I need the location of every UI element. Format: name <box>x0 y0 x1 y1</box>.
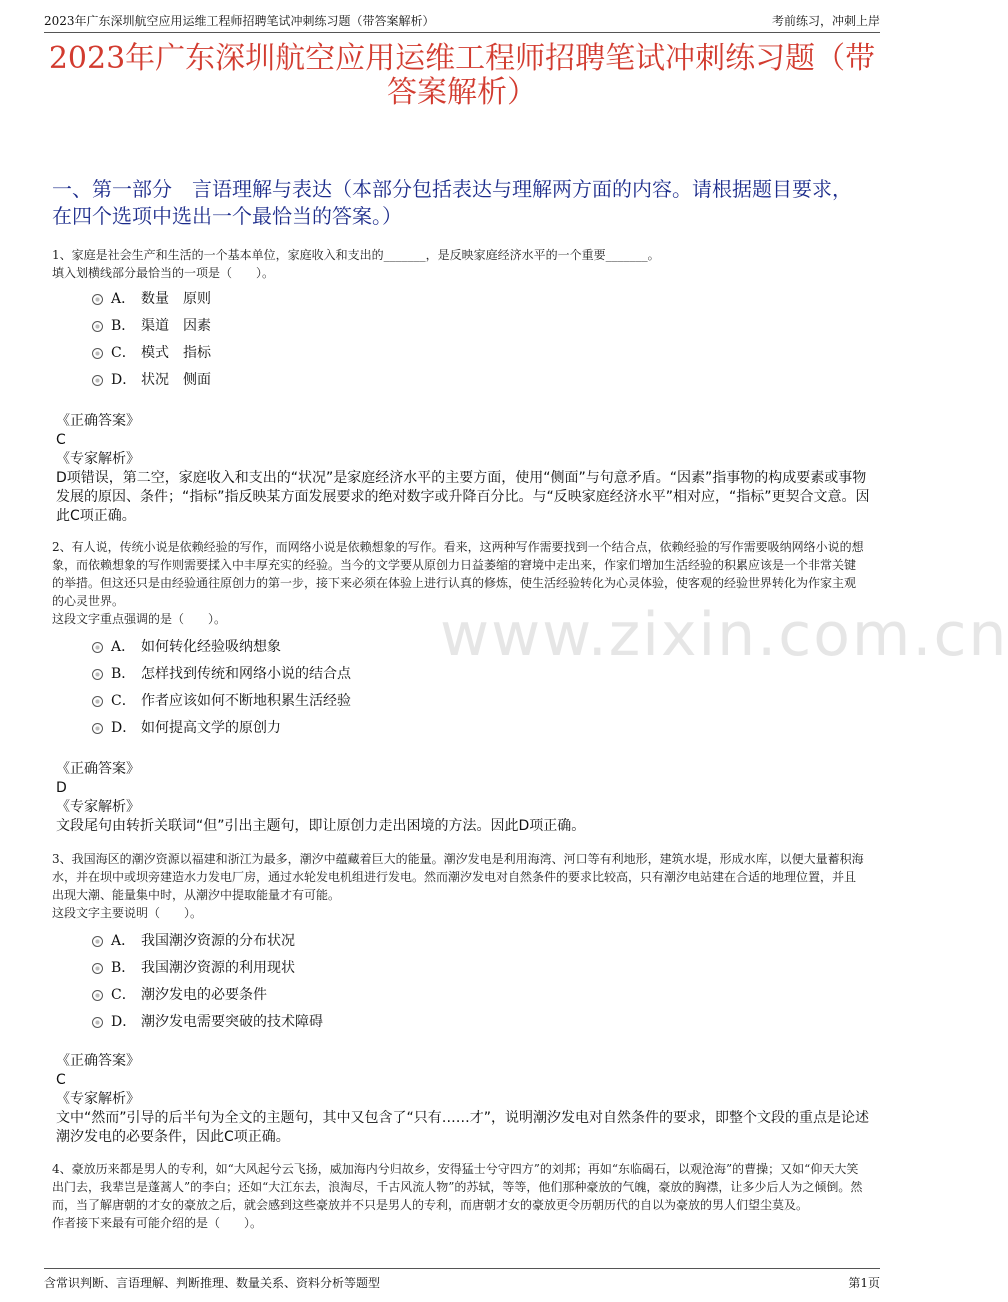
question-1-solution <box>56 412 870 526</box>
section-heading: 一、第一部分 言语理解与表达（本部分包括表达与理解两方面的内容。请根据题目要求，在四个选项中选出一个最恰当的答案。） <box>52 177 852 228</box>
radio-icon[interactable] <box>92 696 103 707</box>
radio-icon[interactable] <box>92 375 103 386</box>
radio-icon[interactable] <box>92 990 103 1001</box>
radio-icon[interactable] <box>92 294 103 305</box>
option-c[interactable]: C． 潮汐发电的必要条件 <box>92 980 323 1007</box>
option-a[interactable]: A． 我国潮汐资源的分布状况 <box>92 926 323 953</box>
question-2-options <box>92 632 351 740</box>
header-doc-title: 2023年广东深圳航空应用运维工程师招聘笔试冲刺练习题（带答案解析） <box>44 14 435 28</box>
answer-value: C <box>56 432 66 448</box>
radio-icon[interactable] <box>92 1017 103 1028</box>
header-slogan: 考前练习，冲刺上岸 <box>771 14 880 28</box>
page-header <box>44 10 880 33</box>
option-b[interactable]: B． 渠道 因素 <box>92 311 211 338</box>
answer-value: C <box>56 1072 66 1088</box>
footer-note: 含常识判断、言语理解、判断推理、数量关系、资料分析等题型 <box>44 1276 381 1290</box>
radio-icon[interactable] <box>92 723 103 734</box>
question-3-options <box>92 926 323 1034</box>
question-2-stem: 2、有人说，传统小说是依赖经验的写作，而网络小说是依赖想象的写作。看来，这两种写作需要找到一个结合点，依赖经验的写作需要吸纳网络小说的想象，而依赖想象的写作则需要揉入中丰厚充实的经验。当今的文学要从原创力日益萎缩的窘境中走出来，作家们增加生活经验的积累应该是一个非常关键的举措。但这还只是由经验通往原创力的第一步，接下来必须在体验上进行认真的修炼，使生活经验转化为心灵体验，使客观的经验世界转化为作家主观的心灵世界。 这段文字重点强调的是（ ）。 <box>52 538 866 628</box>
answer-label: 《正确答案》 <box>56 413 140 429</box>
option-d[interactable]: D． 状况 侧面 <box>92 365 211 392</box>
radio-icon[interactable] <box>92 963 103 974</box>
radio-icon[interactable] <box>92 348 103 359</box>
page-number: 第1页 <box>848 1276 880 1290</box>
analysis-text: 文段尾句由转折关联词“但”引出主题句，即让原创力走出困境的方法。因此D项正确。 <box>56 818 586 834</box>
analysis-text: 文中“然而”引导的后半句为全文的主题句，其中又包含了“只有……才”，说明潮汐发电对自然条件的要求，即整个文段的重点是论述潮汐发电的必要条件，因此C项正确。 <box>56 1110 870 1145</box>
watermark: www.zixin.com.cn <box>440 600 1008 670</box>
question-1-stem: 1、家庭是社会生产和生活的一个基本单位，家庭收入和支出的_______，是反映家庭经济水平的一个重要_______。 填入划横线部分最恰当的一项是（ ）。 <box>52 246 866 282</box>
question-2-prompt: 这段文字重点强调的是（ ）。 <box>52 612 227 626</box>
answer-value: D <box>56 780 67 796</box>
question-4-prompt: 作者接下来最有可能介绍的是（ ）。 <box>52 1216 263 1230</box>
answer-label: 《正确答案》 <box>56 761 140 777</box>
option-a[interactable]: A． 如何转化经验吸纳想象 <box>92 632 351 659</box>
option-b[interactable]: B． 我国潮汐资源的利用现状 <box>92 953 323 980</box>
question-2-solution <box>56 760 870 836</box>
radio-icon[interactable] <box>92 669 103 680</box>
option-d[interactable]: D． 潮汐发电需要突破的技术障碍 <box>92 1007 323 1034</box>
analysis-label: 《专家解析》 <box>56 451 140 467</box>
page-title: 2023年广东深圳航空应用运维工程师招聘笔试冲刺练习题（带答案解析） <box>48 41 876 110</box>
radio-icon[interactable] <box>92 642 103 653</box>
question-3-stem: 3、我国海区的潮汐资源以福建和浙江为最多，潮汐中蕴藏着巨大的能量。潮汐发电是利用海湾、河口等有利地形，建筑水堤，形成水库，以便大量蓄积海水，并在坝中或坝旁建造水力发电厂房，通过水轮发电机组进行发电。然而潮汐发电对自然条件的要求比较高，只有潮汐电站建在合适的地理位置，并且出现大潮、能量集中时，从潮汐中提取能量才有可能。 这段文字主要说明（ ）。 <box>52 850 866 922</box>
question-3-solution <box>56 1052 870 1147</box>
analysis-label: 《专家解析》 <box>56 1091 140 1107</box>
answer-label: 《正确答案》 <box>56 1053 140 1069</box>
radio-icon[interactable] <box>92 936 103 947</box>
analysis-text: D项错误，第二空，家庭收入和支出的“状况”是家庭经济水平的主要方面，使用“侧面”与句意矛盾。“因素”指事物的构成要素或事物发展的原因、条件；“指标”指反映某方面发展要求的绝对数字或升降百分比。与“反映家庭经济水平”相对应，“指标”更契合文意。因此C项正确。 <box>56 470 870 524</box>
option-b[interactable]: B． 怎样找到传统和网络小说的结合点 <box>92 659 351 686</box>
question-4-stem: 4、豪放历来都是男人的专利，如“大风起兮云飞扬，威加海内兮归故乡，安得猛士兮守四方”的刘邦；再如“东临碣石，以观沧海”的曹操；又如“仰天大笑出门去，我辈岂是蓬蒿人”的李白；还如“大江东去，浪淘尽，千古风流人物”的苏轼，等等，他们那种豪放的气魄，豪放的胸襟，让多少后人为之倾倒。然而，当了解唐朝的才女的豪放之后，就会感到这些豪放并不只是男人的专利，而唐朝才女的豪放更令历朝历代的自以为豪放的男人们望尘莫及。 作者接下来最有可能介绍的是（ ）。 <box>52 1160 866 1232</box>
option-c[interactable]: C． 作者应该如何不断地积累生活经验 <box>92 686 351 713</box>
question-1-prompt: 填入划横线部分最恰当的一项是（ ）。 <box>52 266 275 280</box>
option-a[interactable]: A． 数量 原则 <box>92 284 211 311</box>
analysis-label: 《专家解析》 <box>56 799 140 815</box>
option-d[interactable]: D． 如何提高文学的原创力 <box>92 713 351 740</box>
option-c[interactable]: C． 模式 指标 <box>92 338 211 365</box>
radio-icon[interactable] <box>92 321 103 332</box>
question-3-prompt: 这段文字主要说明（ ）。 <box>52 906 203 920</box>
question-1-options <box>92 284 211 392</box>
page-footer <box>44 1268 880 1291</box>
